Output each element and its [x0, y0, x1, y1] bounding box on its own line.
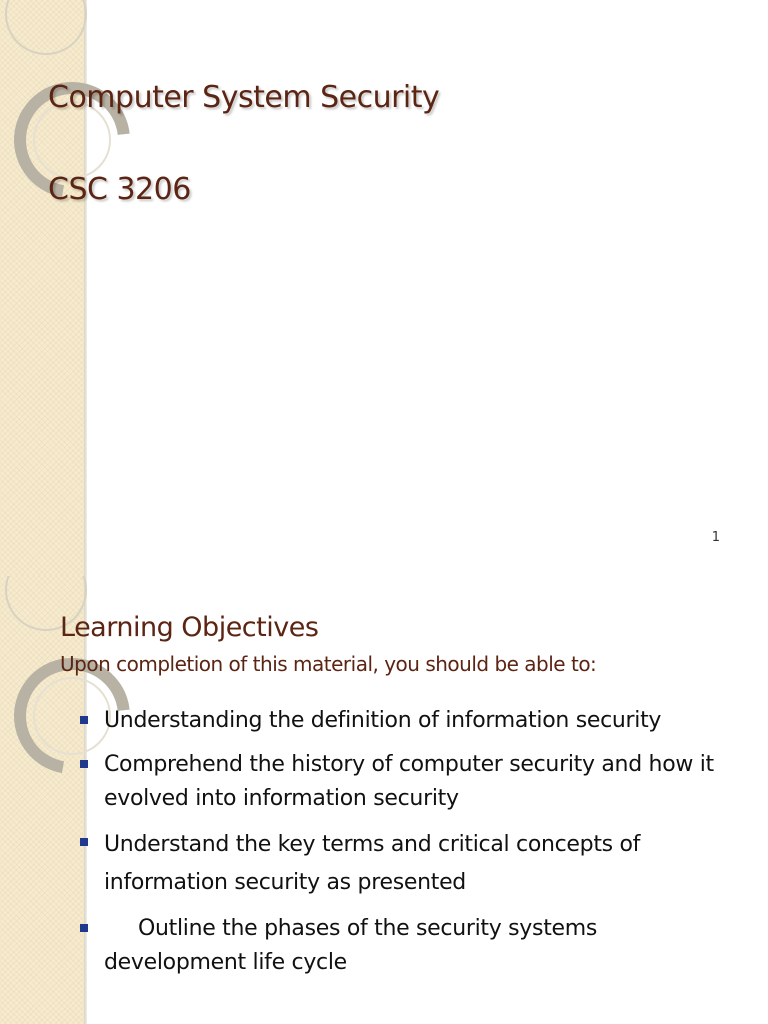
square-bullet-icon — [80, 716, 88, 724]
ring-decoration-icon — [0, 0, 130, 260]
objective-text: Comprehend the history of computer security and how it evolved into information security — [104, 752, 714, 811]
objectives-slide — [0, 576, 768, 1024]
square-bullet-icon — [80, 760, 88, 768]
objective-text: Understand the key terms and critical concepts of information security as presented — [104, 832, 641, 895]
list-item — [76, 826, 726, 902]
square-bullet-icon — [80, 838, 88, 846]
list-item — [76, 704, 726, 738]
slide-number: 1 — [711, 530, 720, 545]
course-code: CSC 3206 — [48, 172, 191, 207]
objective-text: Understanding the definition of information security — [104, 708, 662, 733]
square-bullet-icon — [80, 924, 88, 932]
list-item — [76, 912, 726, 980]
objective-text: Outline the phases of the security systems development life cycle — [104, 916, 598, 975]
objectives-list — [76, 704, 726, 990]
objectives-subheading: Upon completion of this material, you should be able to: — [60, 652, 597, 676]
objectives-heading: Learning Objectives — [60, 612, 319, 643]
slide-title: Computer System Security — [48, 80, 440, 115]
list-item — [76, 748, 726, 816]
